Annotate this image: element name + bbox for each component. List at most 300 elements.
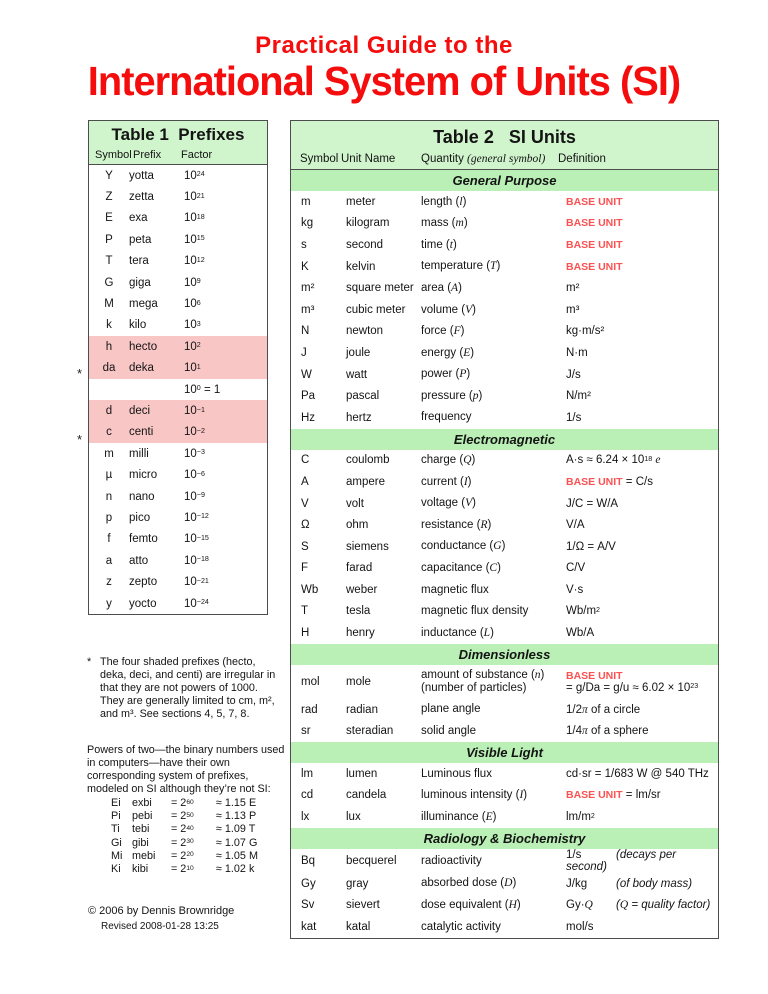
cell-definition [566,763,718,785]
definition-text: C/V [566,562,586,575]
cell-definition [566,622,718,644]
binary-symbol: Gi [111,836,122,849]
cell-symbol: Bq [301,854,316,867]
binary-approx: ≈ 1.05 M [216,849,258,862]
table1-prefixes [88,120,268,615]
cell-factor: $10^{18}$ [184,212,205,225]
cell-definition [566,579,718,601]
cell-unit-name: ohm [346,519,369,532]
table-row [291,191,718,213]
table-row [89,422,267,443]
cell-prefix: mega [129,298,158,311]
cell-unit-name: hertz [346,411,372,424]
cell-unit-name: sievert [346,899,380,912]
table-row [291,894,718,916]
binary-approx: ≈ 1.13 P [216,810,257,823]
footnote-asterisk-2: * [77,432,83,447]
definition-note: (decays per second) [566,848,677,873]
cell-definition [566,471,718,493]
binary-approx: ≈ 1.09 T [216,823,256,836]
definition-text: cd·sr = 1/683 W @ 540 THz [566,767,709,780]
cell-symbol: Gy [301,877,316,890]
table-row [89,165,267,186]
table1-body [89,165,267,614]
cell-symbol: N [301,325,310,338]
binary-approx: ≈ 1.15 E [216,797,257,809]
definition-text: BASE UNIT [566,260,623,273]
cell-symbol: M [104,298,114,311]
definition-text: 1/Ω = A/V [566,540,616,553]
cell-quantity: inductance (L) [421,626,494,639]
definition-note: (of body mass) [616,877,693,890]
cell-quantity: resistance (R) [421,518,492,531]
cell-unit-name: pascal [346,390,380,403]
binary-prefix-row [111,823,258,836]
cell-quantity: plane angle [421,703,481,716]
table-row [291,601,718,623]
page-title: International System of Units (SI) [87,58,681,104]
table1-title: Table 1 Prefixes [111,125,245,144]
cell-factor: $10^2$ [184,336,267,357]
cell-quantity: dose equivalent (H) [421,898,521,911]
cell-factor: $10^{-24}$ [184,597,209,610]
cell-factor: $10^{-12}$ [184,511,209,524]
cell-symbol: G [104,276,114,289]
cell-unit-name: steradian [346,725,394,738]
table2-si-units [290,120,719,939]
binary-symbol: Mi [111,849,123,862]
table2-grid [291,170,718,938]
cell-quantity: current (I) [421,475,472,488]
cell-symbol: T [301,605,309,618]
revised-line: Revised 2008-01-28 13:25 [101,921,219,932]
cell-factor: $10^{-9}$ [184,490,205,503]
table-row [89,358,267,379]
cell-definition [566,601,718,623]
cell-definition [566,536,718,558]
cell-symbol: Ω [301,519,310,532]
cell-quantity: illuminance (E) [421,810,497,823]
cell-symbol: m [301,195,311,208]
cell-definition [566,806,718,828]
cell-definition [566,493,718,515]
definition-text: BASE UNIT = $g/Da = g/u \approx 6.02 \times 10^{23}$ [566,669,699,694]
cell-unit-name: ampere [346,475,385,488]
cell-quantity: time (t) [421,238,457,251]
column-header-unit-name: Unit Name [341,153,396,165]
cell-definition [566,342,718,364]
cell-symbol: m³ [301,303,315,316]
cell-symbol: E [105,212,113,225]
cell-symbol: mol [301,675,320,688]
cell-prefix: femto [129,533,158,546]
table2-title: Table 2 SI Units [433,127,576,147]
cell-definition [566,894,718,916]
cell-factor: $10^{15}$ [184,233,205,246]
cell-unit-name: gray [346,877,369,890]
table-row [89,379,267,400]
table-row [291,234,718,256]
cell-prefix: centi [129,422,184,443]
table-row [291,493,718,515]
cell-quantity: amount of substance (n) (number of particles) [421,669,545,694]
cell-symbol [89,379,129,400]
binary-approx: ≈ 1.07 G [216,836,258,849]
cell-symbol: s [301,238,307,251]
footnote-text: The four shaded prefixes (hecto, deka, deci, and centi) are irregular in that they are not powers of 1000. They are generally limited to cm, m², and m³. See sections 4, 5, 7, 8. [100,656,276,720]
footnote [87,656,283,721]
section-label: Visible Light [291,742,718,763]
table-row [89,315,267,336]
section-label: Electromagnetic [291,429,718,450]
cell-quantity: power (P) [421,368,471,381]
table-row [89,443,267,464]
definition-text: J/C = W/A [566,497,619,510]
section-label: Dimensionless [291,644,718,665]
section-band-row [291,742,718,763]
binary-prefix-row [111,797,258,810]
page-title-kicker: Practical Guide to the [255,32,513,59]
cell-quantity: catalytic activity [421,920,501,933]
cell-symbol: V [301,497,309,510]
cell-unit-name: farad [346,562,373,575]
table-row [89,507,267,528]
definition-text: N/m² [566,390,591,403]
cell-symbol: A [301,475,309,488]
cell-quantity: charge (Q) [421,454,476,467]
cell-definition [566,407,718,429]
binary-symbol: Ki [111,863,121,876]
cell-unit-name: henry [346,627,375,640]
cell-symbol: Wb [301,583,319,596]
cell-definition [566,277,718,299]
column-header-quantity: Quantity (general symbol) [421,153,546,165]
table-row [89,251,267,272]
binary-prefix-row [111,810,258,823]
table-row [291,849,718,873]
cell-factor: $10^{-2}$ [184,422,267,443]
cell-unit-name: cubic meter [346,303,406,316]
cell-prefix: atto [129,554,149,567]
table-row [89,464,267,485]
column-header-symbol: Symbol [95,149,132,161]
cell-symbol: Sv [301,899,315,912]
section-band-row [291,170,718,191]
column-header-prefix: Prefix [133,149,162,161]
table2-body [291,170,718,938]
cell-unit-name: lumen [346,767,378,780]
cell-symbol: sr [301,725,311,738]
column-header-symbol: Symbol [300,153,339,165]
table-row [89,229,267,250]
cell-prefix: peta [129,233,152,246]
binary-symbol: Ei [111,797,121,809]
table-row [89,486,267,507]
table1-grid [89,165,267,614]
cell-symbol: Pa [301,390,316,403]
table-row [291,407,718,429]
cell-factor: $10^1$ [184,358,267,379]
table-row [291,785,718,807]
table-row [291,763,718,785]
copyright-line: © 2006 by Dennis Brownridge [88,905,235,917]
cell-symbol: lm [301,767,314,780]
table-row [89,293,267,314]
binary-name: gibi [132,836,149,849]
cell-factor: $10^9$ [184,276,201,289]
table-row [291,916,718,938]
cell-symbol: rad [301,703,318,716]
cell-symbol: S [301,540,309,553]
cell-factor: $10^{12}$ [184,255,205,268]
definition-text: 1/4π of a sphere [566,725,649,738]
cell-quantity: magnetic flux [421,583,489,596]
cell-factor: $10^{-15}$ [184,533,209,546]
cell-symbol: da [89,358,129,379]
cell-definition [566,916,718,938]
column-header-definition: Definition [558,153,606,165]
cell-definition [566,785,718,807]
table-row [291,514,718,536]
cell-unit-name: kilogram [346,217,390,230]
cell-symbol: kat [301,920,317,933]
cell-quantity: area (A) [421,281,462,294]
table-row [89,571,267,592]
table-row [89,593,267,614]
cell-definition [566,213,718,235]
table2-header [291,121,718,170]
cell-quantity: magnetic flux density [421,605,529,618]
section-label: General Purpose [291,170,718,191]
binary-name: pebi [132,810,153,823]
cell-quantity: force (F) [421,325,465,338]
binary-name: kibi [132,863,149,876]
cell-unit-name: volt [346,497,364,510]
cell-quantity: solid angle [421,725,476,738]
section-label: Radiology & Biochemistry [291,828,718,849]
cell-factor: $10^6$ [184,298,201,311]
cell-unit-name: newton [346,325,384,338]
cell-symbol: Z [105,191,113,204]
definition-text: kg·m/s² [566,325,605,338]
cell-factor: $10^{21}$ [184,191,205,204]
binary-power: = $2^{30}$ [171,836,194,849]
table-row [291,665,718,699]
cell-factor: $10^{-6}$ [184,469,205,482]
binary-symbol: Ti [111,823,120,836]
table-row [89,400,267,421]
cell-factor: $10^3$ [184,319,201,332]
binary-name: exbi [132,797,152,809]
definition-text: V·s [566,583,584,596]
cell-prefix: hecto [129,336,184,357]
cell-symbol: T [105,255,113,268]
cell-prefix: zetta [129,191,154,204]
cell-unit-name: kelvin [346,260,376,273]
cell-prefix: milli [129,447,149,460]
cell-unit-name: lux [346,811,361,824]
cell-definition [566,849,718,873]
binary-prefix-row [111,863,258,876]
cell-factor: $10^{24}$ [184,169,205,182]
cell-symbol: P [105,233,113,246]
table-row [89,272,267,293]
definition-text: m² [566,282,580,295]
cell-symbol: K [301,260,309,273]
cell-symbol: n [105,490,113,503]
table-row [291,558,718,580]
table-row [291,277,718,299]
cell-prefix [129,379,184,400]
binary-approx: ≈ 1.02 k [216,863,255,876]
cell-symbol: a [105,554,113,567]
cell-symbol: p [105,511,113,524]
cell-definition [566,364,718,386]
cell-unit-name: katal [346,920,371,933]
cell-unit-name: meter [346,195,376,208]
definition-text: $A\cdot s \approx 6.24 \times 10^{18}$ e [566,454,661,467]
binary-prefixes-list [111,797,258,876]
binary-name: mebi [132,849,156,862]
section-band-row [291,429,718,450]
cell-prefix: zepto [129,576,158,589]
table1-header [89,121,267,165]
table-row [291,699,718,721]
cell-unit-name: second [346,238,384,251]
cell-prefix: kilo [129,319,147,332]
cell-quantity: frequency [421,411,472,424]
cell-quantity: luminous intensity (I) [421,789,528,802]
cell-quantity: temperature (T) [421,260,501,273]
cell-quantity: capacitance (C) [421,562,501,575]
definition-text: BASE UNIT = lm/sr [566,789,661,802]
cell-factor: $10^{-3}$ [184,447,205,460]
table-row [89,529,267,550]
cell-factor: $10^{-1}$ [184,400,267,421]
cell-unit-name: radian [346,703,378,716]
table-row [291,622,718,644]
table-row [291,364,718,386]
cell-symbol: C [301,454,310,467]
cell-definition [566,256,718,278]
definition-note: (Q = quality factor) [616,899,711,912]
cell-prefix: exa [129,212,148,225]
cell-unit-name: joule [346,346,371,359]
table-row [291,536,718,558]
cell-factor: $10^{-18}$ [184,554,209,567]
cell-unit-name: candela [346,789,387,802]
cell-unit-name: tesla [346,605,371,618]
definition-text: mol/s [566,920,594,933]
cell-definition [566,558,718,580]
cell-quantity: volume (V) [421,303,476,316]
table-row [291,720,718,742]
definition-text: J/s [566,368,581,381]
cell-symbol: c [89,422,129,443]
binary-prefix-row [111,837,258,850]
definition-text: $lm/m^2$ [566,811,595,824]
definition-text: m³ [566,303,580,316]
cell-prefix: nano [129,490,155,503]
table-row [89,550,267,571]
section-band-row [291,828,718,849]
cell-symbol: H [301,627,310,640]
cell-symbol: Y [105,169,113,182]
cell-prefix: deci [129,400,184,421]
definition-text: 1/s [566,411,582,424]
definition-text: BASE UNIT [566,238,623,251]
table-row [291,321,718,343]
cell-quantity: pressure (p) [421,389,483,402]
table-row [291,385,718,407]
binary-power: = $2^{60}$ [171,797,194,809]
cell-symbol: µ [105,469,113,482]
cell-symbol: y [106,597,112,610]
cell-definition [566,699,718,721]
table-row [291,213,718,235]
cell-symbol: kg [301,217,314,230]
cell-symbol: lx [301,811,310,824]
cell-quantity: Luminous flux [421,767,492,780]
definition-text: 1/2π of a circle [566,703,641,716]
cell-unit-name: watt [346,368,368,381]
definition-text: $Wb/m^2$ [566,605,600,618]
cell-prefix: yocto [129,597,157,610]
cell-quantity: length (l) [421,195,467,208]
definition-text: 1/s [566,848,582,861]
cell-unit-name: siemens [346,540,389,553]
cell-definition [566,385,718,407]
cell-symbol: f [107,533,111,546]
cell-quantity: absorbed dose (D) [421,877,517,890]
cell-prefix: deka [129,358,184,379]
cell-symbol: W [301,368,312,381]
table2-column-headers [291,153,718,165]
definition-text: BASE UNIT = C/s [566,475,653,488]
definition-text: Gy·Q [566,899,593,912]
cell-unit-name: square meter [346,282,414,295]
cell-symbol: Hz [301,411,316,424]
definition-text: BASE UNIT [566,217,623,230]
binary-power: = $2^{50}$ [171,810,194,823]
cell-definition [566,191,718,213]
table-row [291,806,718,828]
cell-unit-name: mole [346,675,371,688]
cell-definition [566,665,718,699]
section-band-row [291,644,718,665]
cell-unit-name: coulomb [346,454,390,467]
table-row [291,873,718,895]
cell-symbol: F [301,562,309,575]
cell-quantity: radioactivity [421,854,482,867]
cell-quantity: conductance (G) [421,540,506,553]
cell-symbol: h [89,336,129,357]
table-row [291,342,718,364]
cell-prefix: giga [129,276,151,289]
cell-unit-name: weber [346,583,378,596]
table-row [291,299,718,321]
footnote-asterisk-1: * [77,366,83,381]
cell-symbol: m² [301,282,315,295]
definition-text: Wb/A [566,627,595,640]
cell-prefix: tera [129,255,149,268]
definition-text: V/A [566,519,585,532]
table-row [291,450,718,472]
cell-definition [566,321,718,343]
binary-name: tebi [132,823,150,836]
binary-power: = $2^{20}$ [171,849,194,862]
cell-symbol: m [104,447,114,460]
